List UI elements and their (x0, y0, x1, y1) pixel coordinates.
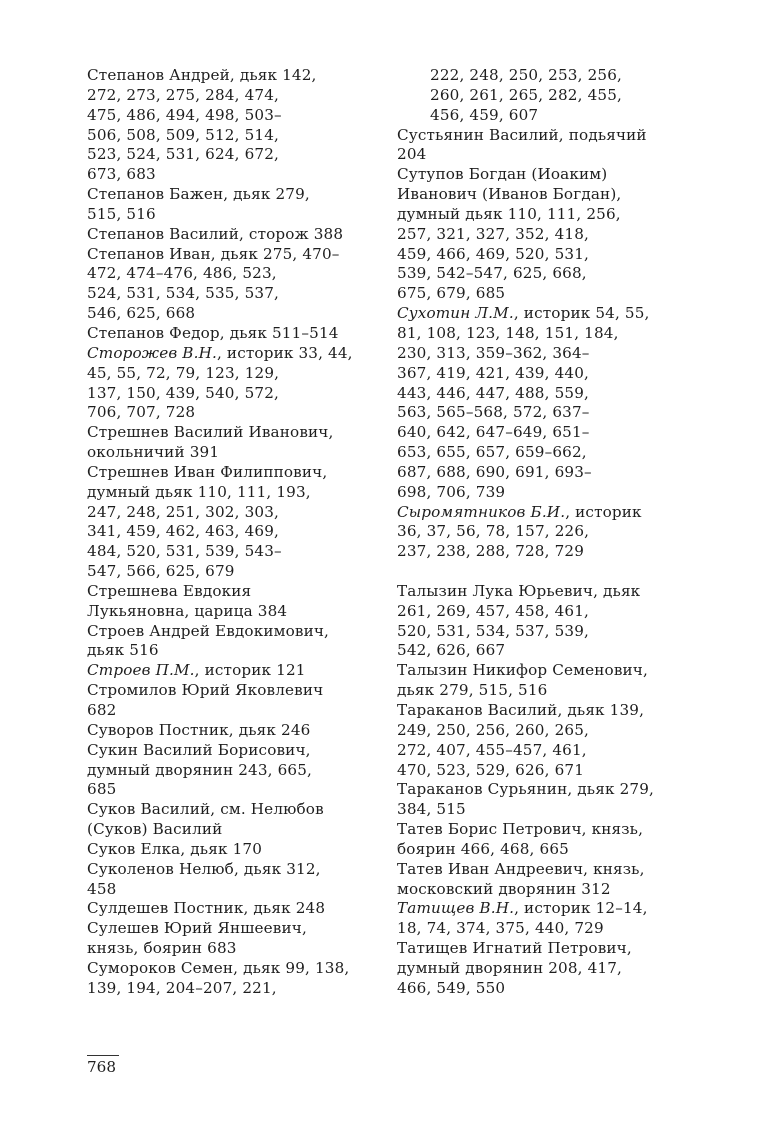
entry-continuation-line: 81, 108, 123, 148, 151, 184, (397, 323, 619, 342)
entry-heading-line: Стрешнева Евдокия (87, 581, 252, 600)
entry-continuation-line: 472, 474–476, 486, 523, (87, 264, 277, 283)
entry-continuation-line: 675, 679, 685 (397, 284, 506, 303)
entry-continuation-line: 443, 446, 447, 488, 559, (397, 383, 589, 402)
entry-heading-line: Сухотин Л.М., историк 54, 55, (397, 304, 650, 323)
index-entry (87, 840, 387, 860)
entry-heading-line: Строев Андрей Евдокимович, (87, 621, 330, 640)
entry-continuation-line: 249, 250, 256, 260, 265, (397, 720, 589, 739)
index-entry (397, 165, 707, 304)
entry-heading-line: Татев Борис Петрович, князь, (397, 820, 644, 839)
entry-continuation-line: 139, 194, 204–207, 221, (87, 978, 277, 997)
entry-heading-line: Степанов Андрей, дьяк 142, (87, 66, 317, 84)
entry-continuation-line: 706, 707, 728 (87, 403, 196, 422)
entry-heading-line: Сутупов Богдан (Иоаким) (397, 165, 608, 184)
entry-heading-line: Талызин Никифор Семенович, (397, 661, 648, 680)
entry-continuation-line: 685 (87, 780, 117, 799)
index-entry (87, 185, 387, 225)
entry-continuation-line: 484, 520, 531, 539, 543– (87, 542, 282, 561)
entry-continuation-line: 45, 55, 72, 79, 123, 129, (87, 363, 280, 382)
index-entry (87, 919, 387, 959)
entry-continuation-line: 506, 508, 509, 512, 514, (87, 125, 279, 144)
entry-continuation-line: 682 (87, 701, 117, 719)
index-entry (87, 800, 387, 840)
entry-heading-line: Сторожев В.Н., историк 33, 44, (87, 343, 353, 362)
index-entry (397, 939, 707, 999)
entry-continuation-line: 272, 273, 275, 284, 474, (87, 85, 279, 104)
entry-heading-line: Стрешнев Иван Филиппович, (87, 462, 328, 481)
index-entry (87, 324, 387, 344)
entry-name-italic: Татищев В.Н. (397, 899, 515, 918)
entry-heading-line: Сулдешев Постник, дьяк 248 (87, 899, 326, 918)
entry-continuation-line: 475, 486, 494, 498, 503– (87, 105, 282, 124)
entry-continuation-line: думный дворянин 208, 417, (397, 958, 623, 977)
index-entry (87, 344, 387, 423)
entry-continuation-line: дьяк 516 (87, 641, 159, 660)
entry-continuation-line: 204 (397, 145, 427, 164)
entry-continuation-line: 547, 566, 625, 679 (87, 562, 235, 581)
letter-section-gap (397, 562, 707, 582)
entry-continuation-line: 653, 655, 657, 659–662, (397, 443, 587, 462)
entry-continuation-line: 673, 683 (87, 165, 156, 184)
entry-heading-line: Сукин Василий Борисович, (87, 740, 311, 759)
index-entry (397, 304, 707, 502)
left-column (87, 66, 387, 999)
index-entry (397, 661, 707, 701)
entry-heading-line: Татев Иван Андреевич, князь, (397, 859, 645, 878)
entry-heading-line: Степанов Бажен, дьяк 279, (87, 185, 310, 204)
index-entry (87, 899, 387, 919)
entry-continuation-line: 36, 37, 56, 78, 157, 226, (397, 522, 590, 541)
entry-continuation-line: 237, 238, 288, 728, 729 (397, 542, 585, 561)
entry-heading-line: Степанов Иван, дьяк 275, 470– (87, 244, 340, 263)
entry-continuation-line: 137, 150, 439, 540, 572, (87, 383, 279, 402)
entry-heading-line: Татищев Игнатий Петрович, (397, 939, 632, 958)
entry-name-italic: Сторожев В.Н. (87, 343, 217, 362)
entry-name-italic: Строев П.М. (87, 661, 195, 680)
entry-continuation-line: 18, 74, 374, 375, 440, 729 (397, 919, 604, 938)
entry-heading-line: Сумороков Семен, дьяк 99, 138, (87, 958, 350, 977)
entry-continuation-line: 515, 516 (87, 204, 156, 223)
entry-continuation-line: окольничий 391 (87, 443, 220, 462)
entry-continuation-line: 539, 542–547, 625, 668, (397, 264, 587, 283)
entry-continuation-line: 384, 515 (397, 800, 466, 819)
index-entry (87, 423, 387, 463)
entry-continuation-line: 459, 466, 469, 520, 531, (397, 244, 589, 263)
entry-heading-line: Татищев В.Н., историк 12–14, (397, 899, 648, 918)
entry-continuation-line: 698, 706, 739 (397, 482, 506, 501)
index-entry (87, 245, 387, 324)
entry-continuation-line: 524, 531, 534, 535, 537, (87, 284, 279, 303)
entry-continuation-line: Лукьяновна, царица 384 (87, 601, 288, 620)
continued-entry (397, 66, 707, 126)
entry-continuation-line: 687, 688, 690, 691, 693– (397, 462, 592, 481)
index-entry (87, 721, 387, 741)
index-entry (87, 622, 387, 662)
index-entry (397, 820, 707, 860)
index-entry (397, 503, 707, 563)
entry-continuation-line: думный дьяк 110, 111, 256, (397, 204, 621, 223)
entry-name-italic: Сыромятников Б.И. (397, 502, 566, 521)
entry-continuation-line: дьяк 279, 515, 516 (397, 681, 548, 700)
entry-continuation-line: думный дворянин 243, 665, (87, 760, 313, 779)
entry-heading-line: Суков Василий, см. Нелюбов (87, 800, 324, 819)
index-entry (397, 582, 707, 661)
index-entry (87, 661, 387, 681)
entry-continuation-line: (Суков) Василий (87, 820, 223, 839)
index-entry (397, 860, 707, 900)
entry-continuation-line: 257, 321, 327, 352, 418, (397, 224, 589, 243)
entry-heading-line: Степанов Василий, сторож 388 (87, 224, 344, 243)
entry-heading-line: Суколенов Нелюб, дьяк 312, (87, 859, 321, 878)
entry-continuation-line: 260, 261, 265, 282, 455, (430, 85, 622, 104)
entry-continuation-line: думный дьяк 110, 111, 193, (87, 482, 311, 501)
entry-continuation-line: 261, 269, 457, 458, 461, (397, 601, 589, 620)
entry-continuation-line: 230, 313, 359–362, 364– (397, 343, 590, 362)
entry-heading-line: Сустьянин Василий, подьячий (397, 125, 647, 144)
entry-heading-line: Тараканов Сурьянин, дьяк 279, (397, 780, 654, 799)
page-number: 768 (87, 1058, 116, 1076)
right-column (397, 66, 707, 999)
index-entry (397, 126, 707, 166)
entry-continuation-line: 367, 419, 421, 439, 440, (397, 363, 589, 382)
index-entry (87, 741, 387, 801)
entry-continuation-line: 272, 407, 455–457, 461, (397, 740, 587, 759)
entry-continuation-line: 456, 459, 607 (430, 105, 539, 124)
entry-heading-line: Талызин Лука Юрьевич, дьяк (397, 581, 641, 600)
index-entry (397, 701, 707, 780)
index-entry (87, 860, 387, 900)
page-number-rule (87, 1055, 119, 1056)
entry-continuation-line: 563, 565–568, 572, 637– (397, 403, 590, 422)
entry-continuation-line: 341, 459, 462, 463, 469, (87, 522, 279, 541)
index-entry (87, 681, 387, 721)
entry-continuation-line: 542, 626, 667 (397, 641, 506, 660)
index-entry (87, 66, 387, 185)
entry-heading-line: Суворов Постник, дьяк 246 (87, 720, 311, 739)
entry-heading-line: Строев П.М., историк 121 (87, 661, 306, 680)
index-entry (397, 899, 707, 939)
entry-continuation-line: московский дворянин 312 (397, 879, 611, 898)
entry-heading-line: Тараканов Василий, дьяк 139, (397, 701, 645, 719)
entry-continuation-line: 523, 524, 531, 624, 672, (87, 145, 279, 164)
entry-heading-line: Стромилов Юрий Яковлевич (87, 681, 324, 700)
entry-continuation-line: 222, 248, 250, 253, 256, (430, 66, 622, 84)
index-entry (87, 225, 387, 245)
index-entry (87, 959, 387, 999)
entry-continuation-line: 247, 248, 251, 302, 303, (87, 502, 279, 521)
index-entry (87, 582, 387, 622)
index-entry (397, 780, 707, 820)
entry-name-italic: Сухотин Л.М. (397, 304, 514, 323)
entry-continuation-line: князь, боярин 683 (87, 939, 237, 958)
entry-continuation-line: Иванович (Иванов Богдан), (397, 185, 622, 204)
entry-continuation-line: 458 (87, 879, 117, 898)
entry-heading-line: Сулешев Юрий Яншеевич, (87, 919, 307, 938)
entry-continuation-line: 640, 642, 647–649, 651– (397, 423, 590, 442)
entry-heading-line: Сыромятников Б.И., историк (397, 502, 642, 521)
entry-heading-line: Суков Елка, дьяк 170 (87, 839, 263, 858)
index-entry (87, 463, 387, 582)
entry-continuation-line: 470, 523, 529, 626, 671 (397, 760, 585, 779)
entry-continuation-line: 466, 549, 550 (397, 978, 506, 997)
entry-continuation-line: 520, 531, 534, 537, 539, (397, 621, 589, 640)
entry-continuation-line: боярин 466, 468, 665 (397, 839, 569, 858)
entry-continuation-line: 546, 625, 668 (87, 304, 196, 323)
entry-heading-line: Стрешнев Василий Иванович, (87, 423, 334, 442)
entry-heading-line: Степанов Федор, дьяк 511–514 (87, 323, 339, 342)
